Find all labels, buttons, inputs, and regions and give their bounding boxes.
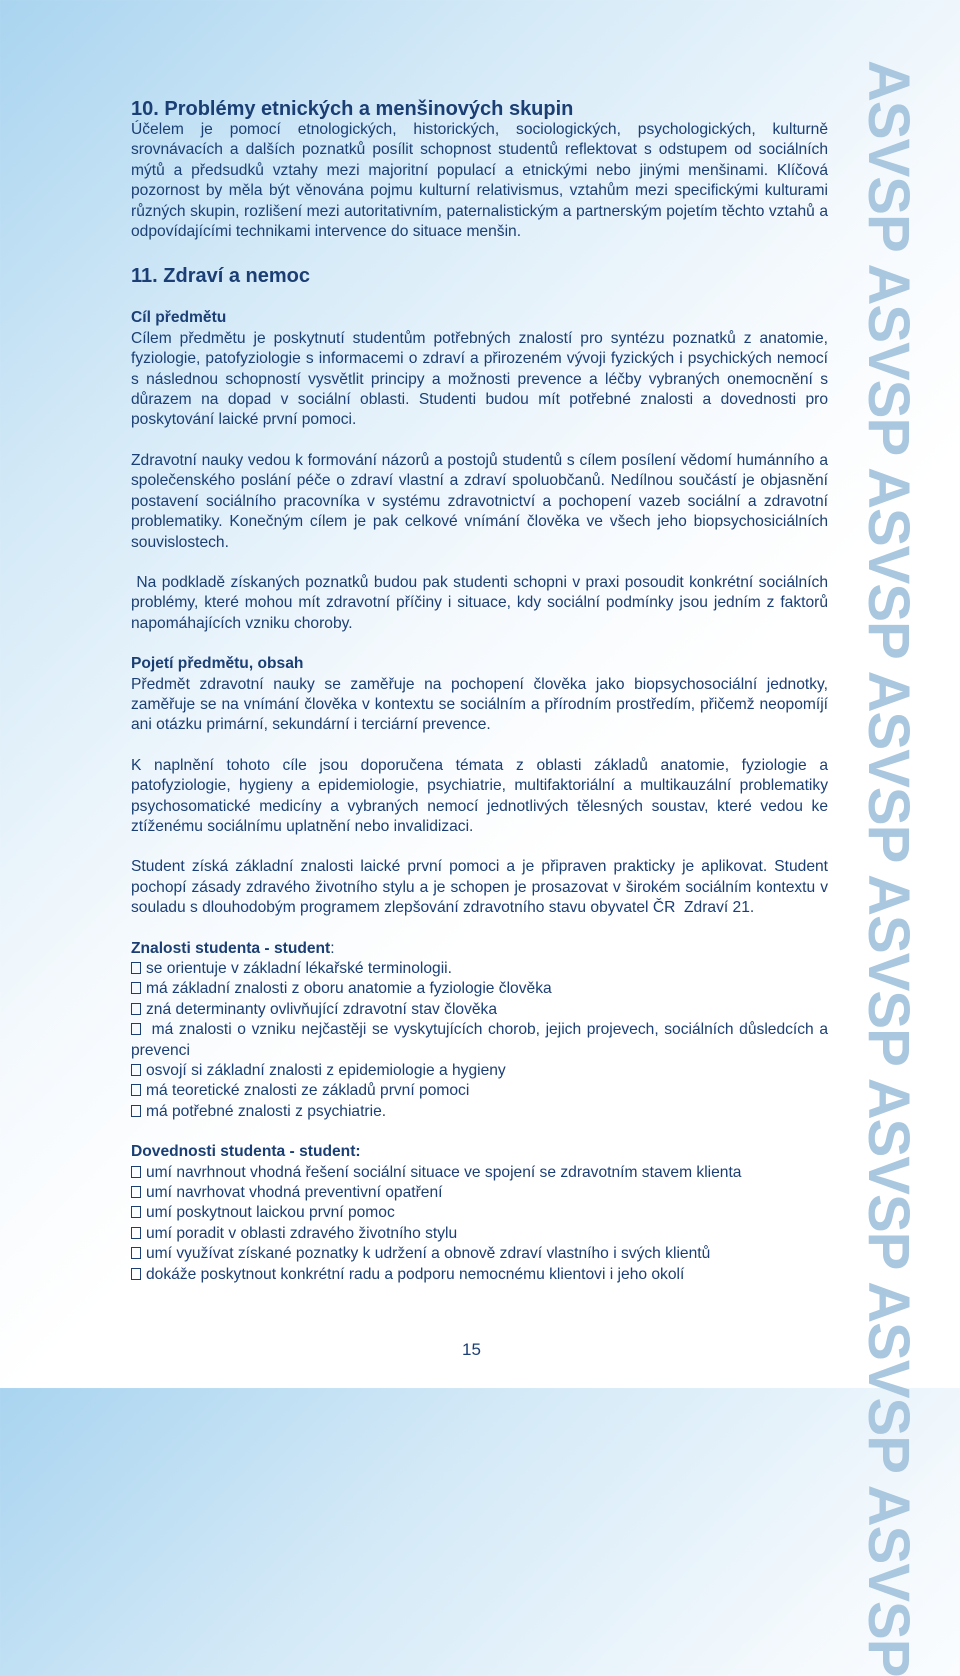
section-10-title: 10. Problémy etnických a menšinových skupin bbox=[131, 98, 574, 120]
knowledge-heading-colon: : bbox=[330, 939, 335, 957]
goal-paragraph-3: Na podkladě získaných poznatků budou pak studenti schopni v praxi posoudit konkrétní sociálních problémy, které mohou mít zdravotní příčiny i situace, kdy sociální podmínky jsou jedním z faktorů napomáhajících vzniku choroby. bbox=[131, 573, 833, 632]
list-item: dokáže poskytnout konkrétní radu a podporu nemocnému klientovi i jeho okolí bbox=[131, 1265, 828, 1285]
list-item: umí navrhovat vhodná preventivní opatření bbox=[131, 1183, 828, 1203]
list-item: má potřebné znalosti z psychiatrie. bbox=[131, 1102, 828, 1122]
checkbox-icon bbox=[131, 1247, 141, 1259]
content-paragraph-1: Předmět zdravotní nauky se zaměřuje na pochopení člověka jako biopsychosociální jednotky, zaměřuje se na vnímání člověka v kontextu se sociálním a přírodním prostředím, přičemž neopomíjí ani otázku primární, sekundární i terciární prevence. bbox=[131, 675, 828, 734]
checkbox-icon bbox=[131, 1268, 141, 1280]
content-heading: Pojetí předmětu, obsah bbox=[131, 655, 304, 673]
asvsp-watermark: ASVSP ASVSP ASVSP ASVSP ASVSP ASVSP ASVSP ASVSP bbox=[856, 60, 921, 1676]
section-11-title: 11. Zdraví a nemoc bbox=[131, 265, 310, 288]
checkbox-icon bbox=[131, 1105, 141, 1117]
list-item: má základní znalosti z oboru anatomie a fyziologie člověka bbox=[131, 979, 828, 999]
knowledge-heading: Znalosti studenta - student bbox=[131, 939, 331, 957]
checkbox-icon bbox=[131, 1064, 141, 1076]
goal-paragraph-2: Zdravotní nauky vedou k formování názorů a postojů studentů s cílem posílení vědomí humánního a společenského poslání péče o zdraví vlastní a zdraví spoluobčanů. Nedílnou součástí je objasnění postavení sociálního pracovníka v systému zdravotnictví a pochopení vazeb sociální a zdravotní problematiky. Konečným cílem je pak celkové vnímání člověka ve všech jeho biopsychosiciálních souvislostech. bbox=[131, 451, 828, 551]
checkbox-icon bbox=[131, 1186, 141, 1198]
checkbox-icon bbox=[131, 962, 141, 974]
list-item: umí navrhnout vhodná řešení sociální situace ve spojení se zdravotním stavem klienta bbox=[131, 1163, 828, 1183]
list-item: má teoretické znalosti ze základů první pomoci bbox=[131, 1081, 828, 1101]
skills-heading: Dovednosti studenta - student: bbox=[131, 1143, 361, 1161]
checkbox-icon bbox=[131, 1227, 141, 1239]
page-number: 15 bbox=[462, 1340, 481, 1359]
list-item: zná determinanty ovlivňující zdravotní stav člověka bbox=[131, 1000, 828, 1020]
checkbox-icon bbox=[131, 1023, 141, 1035]
knowledge-heading-line bbox=[131, 939, 828, 959]
skills-list bbox=[131, 1163, 828, 1285]
goal-paragraph-1: Cílem předmětu je poskytnutí studentům potřebných znalostí pro syntézu poznatků z anatomie, fyziologie, patofyziologie s informacemi o zdraví a přirozeném vývoji fyzických i psychických nemocí s následnou schopností vysvětlit principy a možnosti prevence a léčby vybraných onemocnění s důrazem na dopad v sociální oblasti. Studenti budou mít potřebné znalosti a dovednosti pro poskytování laické první pomoci. bbox=[131, 329, 828, 429]
section-10-body: Účelem je pomocí etnologických, historických, sociologických, psychologických, kulturně srovnávacích a dalších poznatků posílit schopnost studentů reflektovat s odstupem od sociálních mýtů a předsudků vztahy mezi majoritní populací a etnickými nebo jinými menšinami. Klíčová pozornost by měla být věnována pojmu kulturní relativismus, vztahům mezi specifickými kulturami různých skupin, rozlišení mezi autoritativním, paternalistickým a partnerským pojetím těchto vztahů a odpovídajícími technikami intervence do situace menšin. bbox=[131, 121, 828, 241]
checkbox-icon bbox=[131, 982, 141, 994]
page-content bbox=[131, 98, 833, 1285]
checkbox-icon bbox=[131, 1003, 141, 1015]
content-paragraph-3: Student získá základní znalosti laické první pomoci a je připraven prakticky je aplikovat. Student pochopí zásady zdravého životního stylu a je schopen je prosazovat v širokém sociálním kontextu v souladu s dlouhodobým programem zlepšování zdravotního stavu obyvatel ČR Zdraví 21. bbox=[131, 858, 833, 917]
list-item: se orientuje v základní lékařské terminologii. bbox=[131, 959, 828, 979]
checkbox-icon bbox=[131, 1166, 141, 1178]
list-item: má znalosti o vzniku nejčastěji se vyskytujících chorob, jejich projevech, sociálních důsledcích a prevenci bbox=[131, 1021, 828, 1059]
list-item: umí poskytnout laickou první pomoc bbox=[131, 1203, 828, 1223]
list-item: osvojí si základní znalosti z epidemiologie a hygieny bbox=[131, 1061, 828, 1081]
checkbox-icon bbox=[131, 1206, 141, 1218]
list-item: umí poradit v oblasti zdravého životního stylu bbox=[131, 1224, 828, 1244]
content-paragraph-2: K naplnění tohoto cíle jsou doporučena témata z oblasti základů anatomie, fyziologie a patofyziologie, hygieny a epidemiologie, psychiatrie, multifaktoriální a multikauzální problematiky psychosomatické medicíny a vybraných nemocí jednotlivých tělesných soustav, které vedou ke ztíženému sociálnímu uplatnění nebo invalidizaci. bbox=[131, 756, 828, 835]
checkbox-icon bbox=[131, 1084, 141, 1096]
list-item: umí využívat získané poznatky k udržení a obnově zdraví vlastního i svých klientů bbox=[131, 1244, 828, 1264]
goal-heading: Cíl předmětu bbox=[131, 309, 227, 327]
knowledge-list bbox=[131, 959, 828, 1122]
